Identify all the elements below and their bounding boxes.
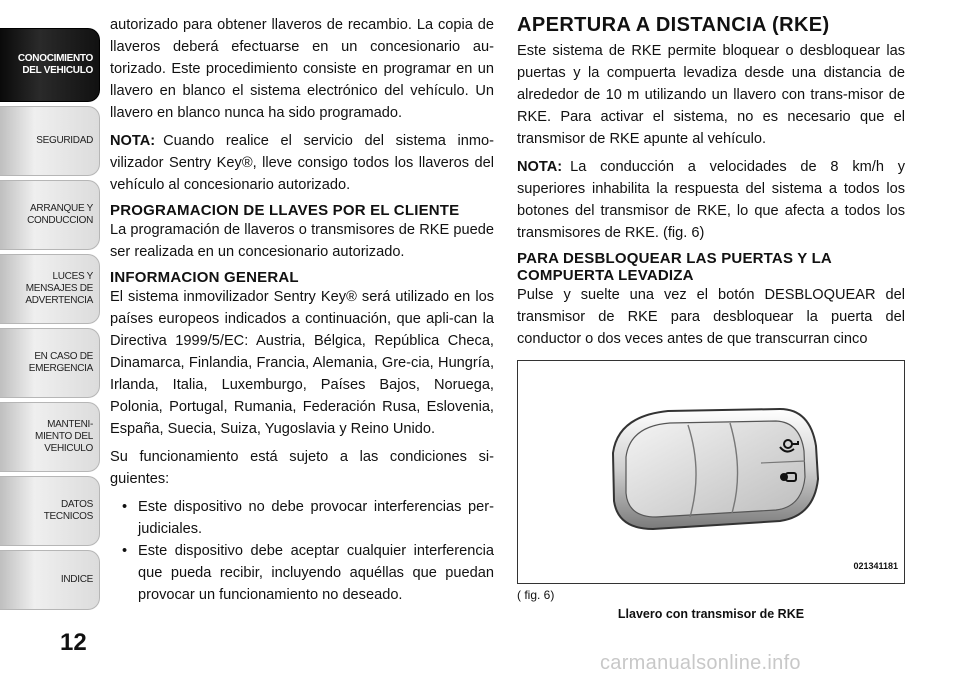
note-text: La conducción a velocidades de 8 km/h y superiores inhabilita la respuesta del sistema a todos los botones del transmisor de RKE, lo que afecta a todos los transmisores de RKE. (fig. 6) <box>517 159 905 241</box>
section-heading: INFORMACION GENERAL <box>110 269 299 286</box>
list-item: • Este dispositivo no debe provocar interferencias per-judiciales. <box>122 496 494 540</box>
note-paragraph <box>517 156 905 244</box>
watermark: carmanualsonline.info <box>600 652 801 674</box>
conditions-list <box>110 496 494 606</box>
note-label: NOTA: <box>517 159 563 175</box>
paragraph: Su funcionamiento está sujeto a las condiciones si-guientes: <box>110 449 494 487</box>
note-text: Cuando realice el servicio del sistema inmo-vilizador Sentry Key®, lleve consigo todos los llaveros del vehículo al concesionario autorizado. <box>110 133 494 193</box>
figure-key-fob <box>517 360 905 584</box>
section-heading: PROGRAMACION DE LLAVES POR EL CLIENTE <box>110 202 460 219</box>
figure-code: 021341181 <box>853 561 898 571</box>
tab-seguridad[interactable]: SEGURIDAD <box>0 106 100 176</box>
paragraph: La programación de llaveros o transmisores de RKE puede ser realizada en un concesionario autorizado. <box>110 222 494 260</box>
chapter-sidebar <box>0 0 103 678</box>
key-fob-illustration <box>518 361 903 582</box>
figure-caption: Llavero con transmisor de RKE <box>617 607 805 621</box>
tab-arranque-y-conduccion[interactable]: ARRANQUE Y CONDUCCION <box>0 180 100 250</box>
note-paragraph <box>110 130 494 196</box>
section-heading: PARA DESBLOQUEAR LAS PUERTAS Y LA COMPUERTA LEVADIZA <box>517 250 832 284</box>
tab-datos-tecnicos[interactable]: DATOS TECNICOS <box>0 476 100 546</box>
list-item: • Este dispositivo debe aceptar cualquier interferencia que pueda recibir, incluyendo aquéllas que puedan provocar un funcionamiento no deseado. <box>122 540 494 606</box>
paragraph: Este sistema de RKE permite bloquear o desbloquear las puertas y la compuerta levadiza desde una distancia de alrededor de 10 m utilizando un llavero con trans-misor de RKE. Para activar el sistema, no es necesario que el transmisor de RKE apunte al vehículo. <box>517 43 905 147</box>
paragraph: El sistema inmovilizador Sentry Key® será utilizado en los países europeos indicados a continuación, que apli-can la Directiva 1999/5/EC: Austria, Bélgica, República Checa, Dinamarca, Finlandia, Francia, Alemania, Gre-cia, Hungría, Irlanda, Italia, Luxemburgo, Países Bajos, Noruega, Polonia, Portugal, Rumania, Federación Rusa, Eslovenia, España, Suecia, Suiza, Yugoslavia y Reino Unido. <box>110 289 494 437</box>
tab-conocimiento-del-vehiculo[interactable]: CONOCIMIENTO DEL VEHICULO <box>0 28 100 102</box>
section-title: APERTURA A DISTANCIA (RKE) <box>517 14 830 36</box>
page-number: 12 <box>60 629 87 656</box>
right-column <box>517 14 905 356</box>
paragraph: Pulse y suelte una vez el botón DESBLOQUEAR del transmisor de RKE para desbloquear la puerta del conductor o dos veces antes de que transcurran cinco <box>517 287 905 347</box>
tab-indice[interactable]: INDICE <box>0 550 100 610</box>
tab-luces-y-mensajes[interactable]: LUCES Y MENSAJES DE ADVERTENCIA <box>0 254 100 324</box>
paragraph: autorizado para obtener llaveros de recambio. La copia de llaveros deberá efectuarse en un concesionario au-torizado. Este procedimiento consiste en programar en un llavero en blanco el sistema electrónico del vehículo. Un llavero en blanco nunca ha sido programado. <box>110 17 494 121</box>
tab-mantenimiento-del-vehiculo[interactable]: MANTENI- MIENTO DEL VEHICULO <box>0 402 100 472</box>
figure-reference: ( fig. 6) <box>517 588 555 602</box>
note-label: NOTA: <box>110 133 156 149</box>
left-column <box>110 14 494 606</box>
tab-en-caso-de-emergencia[interactable]: EN CASO DE EMERGENCIA <box>0 328 100 398</box>
